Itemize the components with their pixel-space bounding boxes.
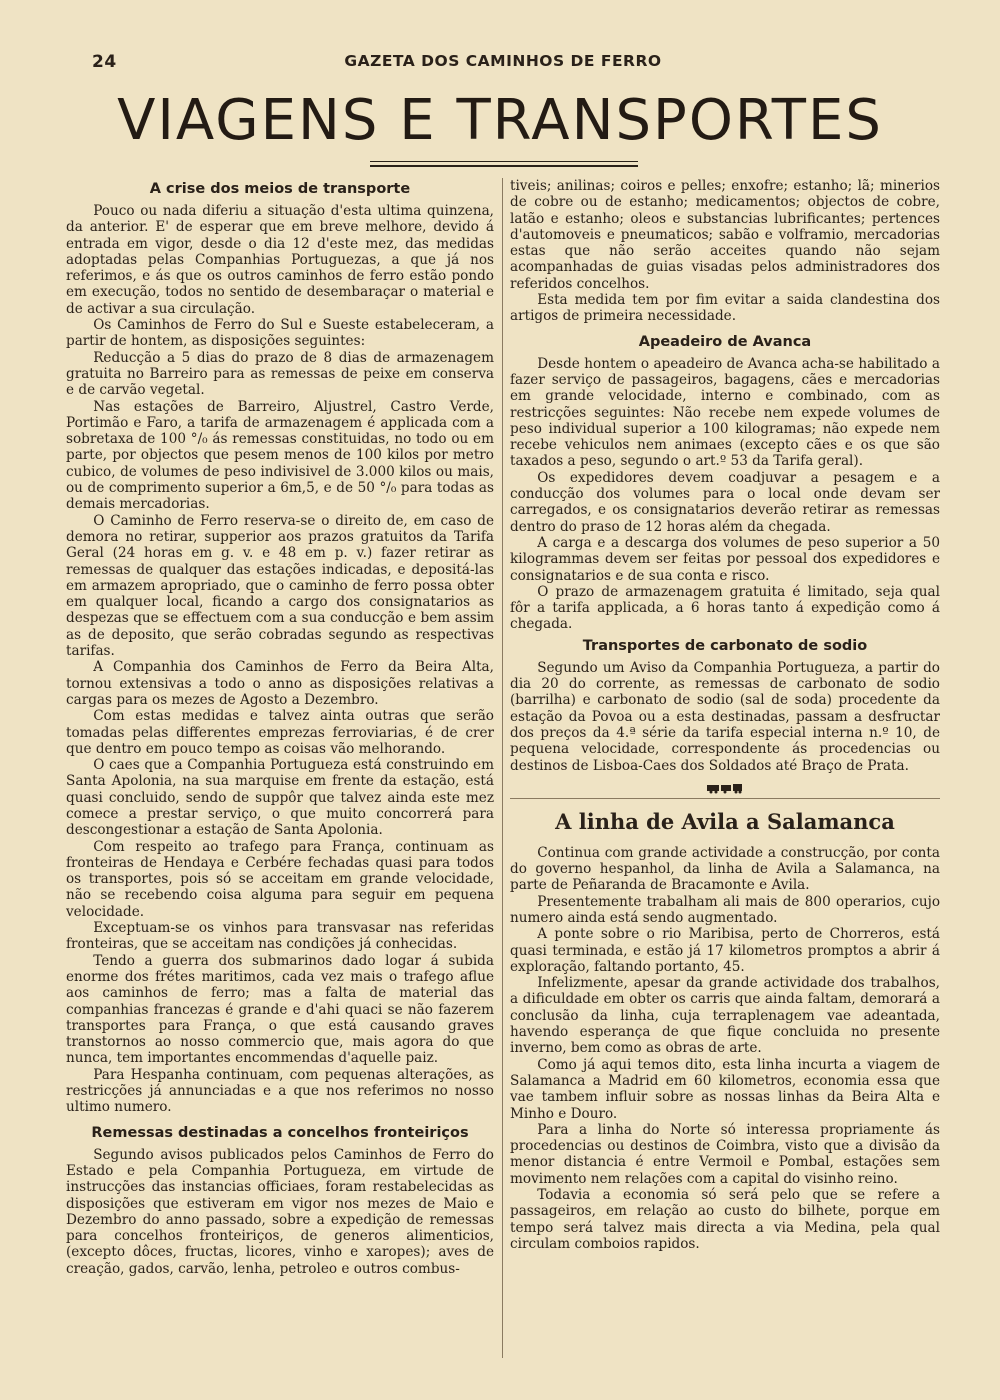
paragraph: Para Hespanha continuam, com pequenas alterações, as restricções já annunciadas e a que nos referimos no nosso ultimo numero.: [66, 1066, 494, 1116]
column-divider: [502, 178, 503, 1358]
paragraph: O caes que a Companhia Portugueza está construindo em Santa Apolonia, na sua marquise em frente da estação, está quasi concluido, sendo de suppôr que talvez ainda este mez comece a prestar serviço, o que muito concorrerá para descongestionar a estação de Santa Apolonia.: [66, 757, 494, 839]
paragraph: Pouco ou nada diferiu a situação d'esta ultima quinzena, da anterior. E' de esperar que em breve melhore, devido á entrada em vigor, desde o dia 12 d'este mez, das medidas adoptadas pelas Companhias Portuguezas, a que já nos referimos, e ás que os outros caminhos de ferro estão pondo em execução, todos no sentido de desembaraçar o material e de activar a sua circulação.: [66, 203, 494, 317]
paragraph: Todavia a economia só será pelo que se refere a passageiros, em relação ao custo do bilhete, porque em tempo será talvez mais directa a via Medina, pela qual circulam comboios rapidos.: [510, 1187, 940, 1252]
heading-transport-crisis: A crise dos meios de transporte: [149, 181, 411, 197]
paragraph: Exceptuam-se os vinhos para transvasar nas referidas fronteiras, que se acceitam nas condições já conhecidas.: [66, 920, 494, 953]
paragraph: Para a linha do Norte só interessa propriamente ás procedencias ou destinos de Coimbra, visto que a divisão da menor distancia é entre Vermoil e Pombal, estações sem movimento nem relações com a capital do visinho reino.: [510, 1121, 940, 1187]
paragraph: Os Caminhos de Ferro do Sul e Sueste estabeleceram, a partir de hontem, as disposições seguintes:: [66, 317, 494, 350]
paragraph: Tendo a guerra dos submarinos dado logar á subida enorme dos frétes maritimos, cada vez mais o trafego aflue aos caminhos de ferro; mas a falta de material das companhias francezas é grande e d'ahi quaci se não fazerem transportes para França, o que está causando graves transtornos ao nosso commercio que, mais agora do que nunca, tem importantes encommendas d'aquelle paiz.: [66, 952, 494, 1067]
paragraph: A carga e a descarga dos volumes de peso superior a 50 kilogrammas devem ser feitas por pessoal dos expedidores e consignatarios e de sua conta e risco.: [510, 534, 940, 584]
paragraph: Segundo um Aviso da Companhia Portugueza, a partir do dia 20 do corrente, as remessas de carbonato de sodio (barrilha) e carbonato de sodio (sal de soda) procedente da estação da Povoa ou a esta destinadas, passam a desfructar dos preços da 4.ª série da tarifa especial interna n.º 10, de pequena velocidade, correspondente ás procedencias ou destinos de Lisboa-Caes dos Soldados até Braço de Prata.: [510, 659, 940, 774]
heading-border-shipments: Remessas destinadas a concelhos fronteiriços: [91, 1124, 469, 1141]
paragraph: Como já aqui temos dito, esta linha incurta a viagem de Salamanca a Madrid em 60 kilometros, economia essa que vae tambem influir sobre as nossas linhas da Beira Alta e Minho e Douro.: [510, 1056, 940, 1122]
paragraph: Os expedidores devem coadjuvar a pesagem e a conducção dos volumes para o local onde devam ser carregados, e os consignatarios deverão retirar as remessas dentro do praso de 12 horas além da chegada.: [510, 469, 940, 535]
paragraph: Reducção a 5 dias do prazo de 8 dias de armazenagem gratuita no Barreiro para as remessas de peixe em conserva e de carvão vegetal.: [66, 349, 494, 399]
paragraph: Nas estações de Barreiro, Aljustrel, Castro Verde, Portimão e Faro, a tarifa de armazenagem é applicada com a sobretaxa de 100 °/₀ ás remessas constituidas, no todo ou em parte, por objectos que pesem menos de 100 kilos por metro cubico, de volumes de peso indivisivel de 3.000 kilos ou mais, ou de comprimento superior a 6m,5, e de 50 °/₀ para todas as demais mercadorias.: [66, 398, 494, 513]
paragraph: Presentemente trabalham ali mais de 800 operarios, cujo numero ainda está sendo augmentado.: [510, 893, 940, 926]
paragraph: Com estas medidas e talvez ainta outras que serão tomadas pelas differentes emprezas ferroviarias, é de crer que dentro em pouco tempo as coisas vão melhorando.: [66, 708, 494, 757]
paragraph: Infelizmente, apesar da grande actividade dos trabalhos, a dificuldade em obter os carris que ainda faltam, demorará a conclusão da linha, cuja terraplenagem vae adeantada, havendo esperança de que fique concluida no presente inverno, bem como as obras de arte.: [510, 975, 940, 1057]
right-column: [510, 178, 940, 1252]
paragraph: A ponte sobre o rio Maribisa, perto de Chorreros, está quasi terminada, e estão já 17 kilometros promptos a abrir á exploração, faltando portanto, 45.: [510, 926, 940, 975]
paragraph: Desde hontem o apeadeiro de Avanca acha-se habilitado a fazer serviço de passageiros, bagagens, cães e mercadorias em grande velocidade, interno e combinado, com as restricções seguintes: Não recebe nem expede volumes de peso individual superior a 100 kilogramas; não expede nem recebe vehiculos nem animaes (excepto cães e os que são taxados a peso, segundo o art.º 53 da Tarifa geral).: [510, 355, 940, 470]
heading-avanca-halt: Apeadeiro de Avanca: [638, 333, 812, 350]
article-separator: [510, 798, 940, 799]
section-title: VIAGENS E TRANSPORTES: [117, 88, 883, 153]
paragraph: Com respeito ao trafego para França, continuam as fronteiras de Hendaya e Cerbére fechadas quasi para todos os transportes, pois só se acceitam em grande velocidade, não se recebendo coisa alguma para seguir em pequena velocidade.: [66, 838, 494, 920]
journal-title: GAZETA DOS CAMINHOS DE FERRO: [344, 52, 662, 70]
article-title: A linha de Avila a Salamanca: [555, 808, 895, 834]
page-number: 24: [92, 52, 117, 72]
train-ornament-icon: [510, 782, 940, 794]
heading-sodium-carbonate: Transportes de carbonato de sodio: [582, 637, 868, 654]
left-column: [66, 176, 494, 1277]
paragraph: O Caminho de Ferro reserva-se o direito de, em caso de demora no retirar, supperior aos prazos gratuitos da Tarifa Geral (24 horas em g. v. e 48 em p. v.) fazer retirar as remessas de qualquer das estações indicadas, e depositá-las em armazem apropriado, que o caminho de ferro possa obter em qualquer local, ficando a cargo dos consignatarios as despezas que se effectuem com a sua conducção e bem assim as de deposito, que serão cobradas segundo as respectivas tarifas.: [66, 512, 494, 660]
title-rule: [370, 161, 638, 171]
paragraph-continued: tiveis; anilinas; coiros e pelles; enxofre; estanho; lã; minerios de cobre ou de estanho; medicamentos; objectos de cobre, latão e estanho; oleos e substancias lubrificantes; pertences d'automoveis e pneumaticos; sabão e volframio, mercadorias estas que não serão acceites quando não sejam acompanhadas de guias visadas pelos administradores dos referidos concelhos.: [510, 178, 940, 292]
running-header: [92, 52, 914, 78]
paragraph: Continua com grande actividade a construcção, por conta do governo hespanhol, da linha de Avila a Salamanca, na parte de Peñaranda de Bracamonte e Avila.: [510, 844, 940, 894]
paragraph: Esta medida tem por fim evitar a saida clandestina dos artigos de primeira necessidade.: [510, 292, 940, 325]
paragraph: Segundo avisos publicados pelos Caminhos de Ferro do Estado e pela Companhia Portugueza, em virtude de instrucções das instancias officiaes, foram restabelecidas as disposições que estiveram em vigor nos mezes de Maio e Dezembro do anno passado, sobre a expedição de remessas para concelhos fronteiriços, de generos alimenticios, (excepto dôces, fructas, licores, vinho e xaropes); aves de creação, gados, carvão, lenha, petroleo e outros combus-: [66, 1146, 494, 1277]
paragraph: O prazo de armazenagem gratuita é limitado, seja qual fôr a tarifa applicada, a 6 horas tanto á expedição como á chegada.: [510, 583, 940, 633]
paragraph: A Companhia dos Caminhos de Ferro da Beira Alta, tornou extensivas a todo o anno as disposições relativas a cargas para os mezes de Agosto a Dezembro.: [66, 659, 494, 708]
